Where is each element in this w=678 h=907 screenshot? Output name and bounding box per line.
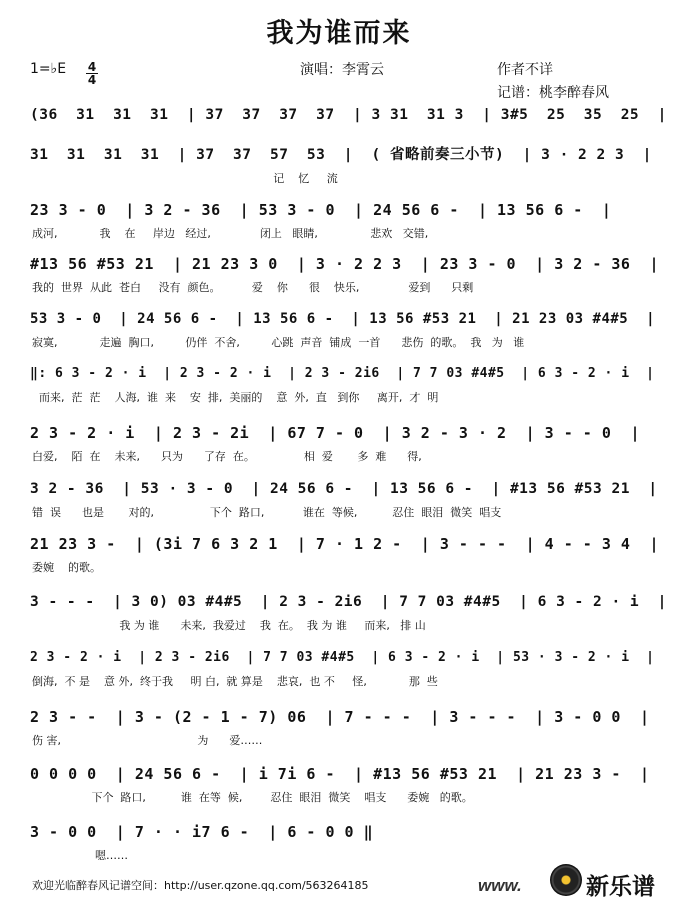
watermark-url: www.: [478, 876, 522, 895]
lyric-line-11: 倒海, 不 是 意 外, 终于我 明 白, 就 算是 悲哀, 也 不 怪, 那 些: [32, 675, 438, 688]
lyric-line-6: 而来, 茫 茫 人海, 谁 来 安 排, 美丽的 意 外, 直 到你 离开, 才 明: [32, 391, 439, 404]
time-signature: [86, 61, 98, 86]
score-line-9: 21 23 3 - | (3i 7 6 3 2 1 | 7 · 1 2 - | 3 - - - | 4 - - 3 4 |: [30, 535, 660, 553]
footer-url: 欢迎光临醉春风记谱空间：http://user.qzone.qq.com/563264185: [32, 879, 369, 892]
lyric-line-7: 白爱, 陌 在 未来, 只为 了存 在。 相 爱 多 难 得,: [32, 450, 422, 463]
score-line-3: 23 3 - 0 | 3 2 - 36 | 53 3 - 0 | 24 56 6 - | 13 56 6 - |: [30, 201, 612, 219]
lyric-line-8: 错 误 也是 对的, 下个 路口, 谁在 等候, 忍住 眼泪 微笑 唱支: [32, 506, 502, 519]
lyric-line-4: 我的 世界 从此 苍白 没有 颜色。 爱 你 很 快乐, 爱到 只剩: [32, 281, 474, 294]
lyric-line-10: 我 为 谁 未来, 我爱过 我 在。 我 为 谁 而来, 排 山: [32, 619, 426, 632]
watermark-logo: [478, 862, 674, 900]
lyric-line-2: 记 忆 流: [32, 172, 338, 185]
lyric-line-12: 伤 害, 为 爱……: [32, 734, 263, 747]
score-line-8: 3 2 - 36 | 53 · 3 - 0 | 24 56 6 - | 13 56 6 - | #13 56 #53 21 |: [30, 481, 658, 497]
score-line-5: 53 3 - 0 | 24 56 6 - | 13 56 6 - | 13 56 #53 21 | 21 23 03 #4#5 |: [30, 311, 656, 327]
score-line-4: #13 56 #53 21 | 21 23 3 0 | 3 · 2 2 3 | 23 3 - 0 | 3 2 - 36 |: [30, 255, 660, 273]
lyric-line-13: 下个 路口, 谁 在等 候, 忍住 眼泪 微笑 唱支 委婉 的歌。: [32, 791, 473, 804]
score-line-2: 31 31 31 31 | 37 37 57 53 | ( 省略前奏三小节) | 3 · 2 2 3 |: [30, 147, 652, 163]
key-signature: 1=♭E: [30, 61, 67, 77]
score-line-1: (36 31 31 31 | 37 37 37 37 | 3 31 31 3 | 3#5 25 35 25 |: [30, 107, 667, 123]
meter-top: 4: [87, 60, 97, 74]
watermark-brand: 新乐谱: [586, 874, 655, 900]
song-title: 我为谁而来: [266, 18, 412, 49]
score-line-13: 0 0 0 0 | 24 56 6 - | i 7i 6 - | #13 56 #53 21 | 21 23 3 - |: [30, 765, 650, 783]
lyric-line-3: 成河, 我 在 岸边 经过, 闭上 眼睛, 悲欢 交错,: [32, 227, 429, 240]
meter-bottom: 4: [87, 73, 97, 87]
singer-credit: 演唱：李霄云: [300, 62, 384, 78]
vinyl-disc-icon: [550, 864, 582, 896]
lyric-line-14: 嗯……: [32, 849, 128, 862]
score-line-14: 3 - 0 0 | 7 · · i7 6 - | 6 - 0 0 ‖: [30, 823, 374, 841]
lyric-line-9: 委婉 的歌。: [32, 561, 101, 574]
score-line-11: 2 3 - 2 · i | 2 3 - 2i6 | 7 7 03 #4#5 | 6 3 - 2 · i | 53 · 3 - 2 · i |: [30, 650, 655, 665]
transcriber-credit: 记谱：桃李醉春风: [497, 85, 609, 101]
composer-credit: 作者不详: [497, 62, 553, 78]
score-line-12: 2 3 - - | 3 - (2 - 1 - 7) 06 | 7 - - - | 3 - - - | 3 - 0 0 |: [30, 708, 650, 726]
score-line-6: ‖: 6 3 - 2 · i | 2 3 - 2 · i | 2 3 - 2i6 | 7 7 03 #4#5 | 6 3 - 2 · i |: [30, 366, 655, 381]
score-line-10: 3 - - - | 3 0) 03 #4#5 | 2 3 - 2i6 | 7 7 03 #4#5 | 6 3 - 2 · i |: [30, 594, 667, 610]
score-line-7: 2 3 - 2 · i | 2 3 - 2i | 67 7 - 0 | 3 2 - 3 · 2 | 3 - - 0 |: [30, 424, 640, 442]
lyric-line-5: 寂寞, 走遍 胸口, 仍伴 不舍, 心跳 声音 铺成 一首 悲伤 的歌。 我 为 谁: [32, 336, 525, 349]
